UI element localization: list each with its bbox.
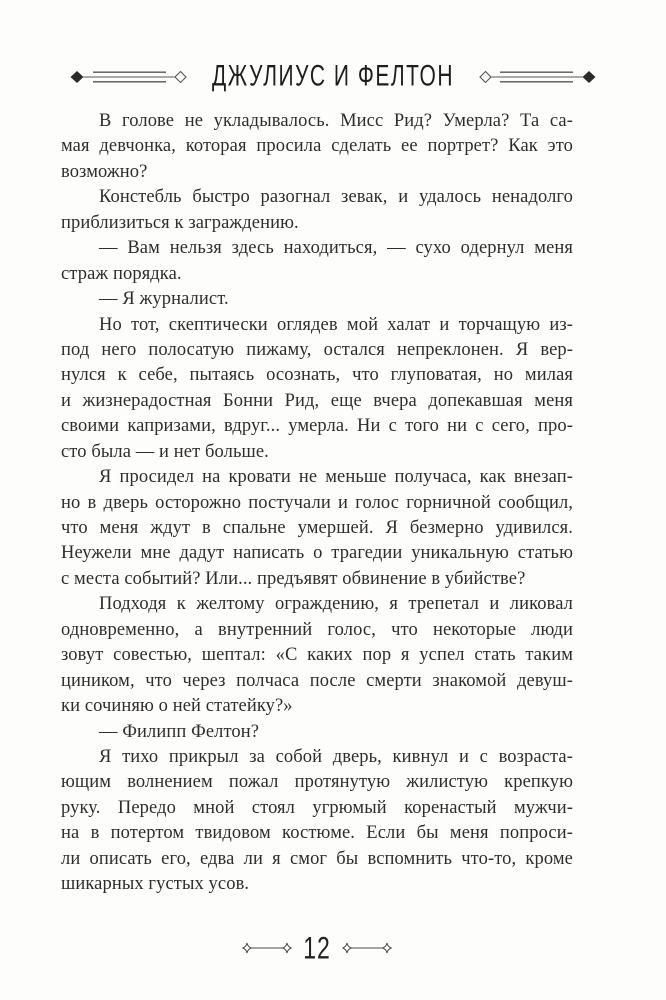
text-line: на в потертом твидовом костюме. Если бы меня попроси-	[61, 823, 573, 844]
paragraph	[61, 185, 573, 236]
text-line: — Филипп Фелтон?	[99, 721, 260, 742]
text-line: В голове не укладывалось. Мисс Рид? Умерла? Та са-	[99, 111, 573, 131]
text-line: Констебль быстро разогнал зевак, и удалось ненадолго	[99, 187, 573, 208]
text-line: ющим волнением пожал протянутую жилистую крепкую	[61, 772, 573, 793]
text-line: ки сочиняю о ней статейку?»	[61, 696, 293, 717]
text-line: ли описать его, едва ли я смог бы вспомнить что-то, кроме	[61, 848, 573, 869]
text-line: своими капризами, вдруг... умерла. Ни с того ни с сего, про-	[61, 416, 573, 437]
text-line: циником, что через полчаса после смерти знакомой девуш-	[61, 670, 573, 691]
text-line: шикарных густых усов.	[61, 874, 250, 895]
text-line: Я тихо прикрыл за собой дверь, кивнул и с возраста-	[99, 746, 573, 767]
text-line: — Вам нельзя здесь находиться, — сухо одернул меня	[99, 238, 573, 259]
paragraph	[61, 236, 573, 287]
text-line: Я просидел на кровати не меньше получаса, как внезап-	[99, 467, 573, 488]
paragraph	[61, 109, 573, 185]
text-line: одновременно, а внутренний голос, что некоторые люди	[61, 619, 573, 640]
star-rule-right-icon	[342, 942, 392, 954]
text-line: сто была — и нет больше.	[61, 441, 269, 462]
paragraph	[61, 287, 573, 312]
text-line: Подходя к желтому ограждению, я трепетал и ликовал	[99, 594, 573, 615]
paragraph	[61, 465, 573, 592]
paragraph	[61, 745, 573, 898]
text-line: зовут совестью, шептал: «С каких пор я успел стать таким	[61, 645, 573, 666]
text-line: с места событий? Или... предъявят обвинение в убийстве?	[61, 568, 526, 589]
paragraph	[61, 720, 573, 745]
paragraph	[61, 592, 573, 719]
text-line: и жизнерадостная Бонни Рид, еще вчера допекавшая меня	[61, 390, 573, 411]
running-title: ДЖУЛИУС И ФЕЛТОН	[212, 59, 454, 93]
star-rule-left-icon	[242, 942, 292, 954]
diamond-rule-left-icon	[70, 69, 188, 85]
text-line: Неужели мне дадут написать о трагедии уникальную статью	[61, 543, 573, 564]
text-line: приблизиться к заграждению.	[61, 212, 299, 233]
diamond-rule-right-icon	[478, 69, 596, 85]
text-line: Но тот, скептически оглядев мой халат и торчащую из-	[99, 314, 573, 335]
paragraph	[61, 313, 573, 466]
text-line: под него полосатую пижаму, остался непреклонен. Я вер-	[61, 339, 573, 360]
page-number: 12	[303, 929, 331, 965]
chapter-header	[0, 59, 666, 93]
text-line: что меня ждут в спальне умершей. Я безмерно удивился.	[61, 518, 573, 538]
text-line: мая девчонка, которая просила сделать ее портрет? Как это	[61, 136, 573, 157]
text-line: руку. Передо мной стоял угрюмый коренастый мужчи-	[61, 797, 573, 818]
text-line: — Я журналист.	[99, 289, 229, 310]
text-line: страж порядка.	[61, 263, 182, 284]
text-line: но в дверь осторожно постучали и голос горничной сообщил,	[61, 492, 573, 513]
text-line: возможно?	[61, 161, 148, 182]
page-text	[61, 109, 573, 898]
text-line: нулся к себе, пытаясь осознать, что глуповатая, но милая	[61, 365, 573, 386]
page-footer	[61, 931, 573, 965]
